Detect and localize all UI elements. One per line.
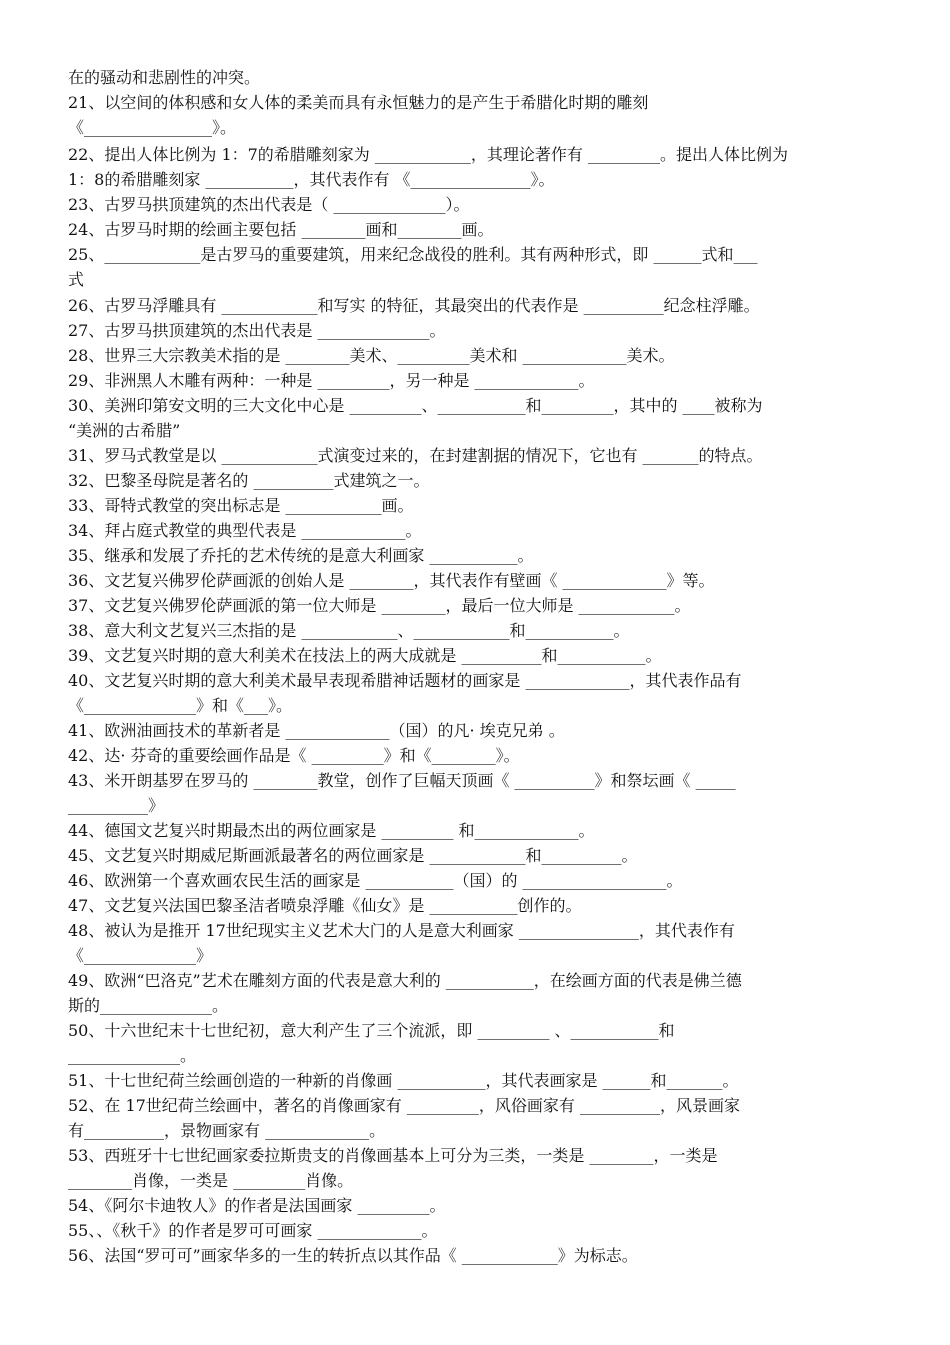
question-29: 29、非洲黑人木雕有两种：一种是 _________，另一种是 _____________。 (68, 371, 595, 390)
question-24: 24、古罗马时期的绘画主要包括 ________画和________画。 (68, 220, 494, 239)
question-56: 56、法国“罗可可”画家华多的一生的转折点以其作品《 ____________》为标志。 (68, 1246, 638, 1265)
question-52-cont: 有__________，景物画家有 _____________。 (68, 1121, 386, 1140)
question-31: 31、罗马式教堂是以 ____________式演变过来的，在封建割据的情况下，它也有 _______的特点。 (68, 446, 763, 465)
question-42: 42、达· 芬奇的重要绘画作品是《 _________》和《________》。 (68, 746, 520, 765)
question-40-cont: 《______________》和《___》。 (68, 696, 293, 715)
question-26: 26、古罗马浮雕具有 ____________和写实 的特征，其最突出的代表作是 __________纪念柱浮雕。 (68, 296, 760, 315)
question-47: 47、文艺复兴法国巴黎圣洁者喷泉浮雕《仙女》是 ___________创作的。 (68, 896, 582, 915)
question-22-cont: 1：8的希腊雕刻家 ___________，其代表作有 《_______________》。 (68, 170, 555, 189)
question-37: 37、文艺复兴佛罗伦萨画派的第一位大师是 ________，最后一位大师是 ____________。 (68, 596, 691, 615)
question-32: 32、巴黎圣母院是著名的 __________式建筑之一。 (68, 471, 430, 490)
question-40: 40、文艺复兴时期的意大利美术最早表现希腊神话题材的画家是 _____________，其代表作品有 (68, 671, 742, 690)
question-28: 28、世界三大宗教美术指的是 ________美术、_________美术和 _____________美术。 (68, 346, 675, 365)
question-53-cont: ________肖像，一类是 _________肖像。 (68, 1171, 354, 1190)
question-38: 38、意大利文艺复兴三杰指的是 ____________、____________和___________。 (68, 621, 630, 640)
question-45: 45、文艺复兴时期威尼斯画派最著名的两位画家是 ____________和__________。 (68, 846, 638, 865)
question-48-cont: 《______________》 (68, 946, 213, 965)
question-44: 44、德国文艺复兴时期最杰出的两位画家是 _________ 和_____________。 (68, 821, 595, 840)
text-line: 在的骚动和悲剧性的冲突。 (68, 68, 261, 87)
question-49-cont: 斯的______________。 (68, 996, 229, 1015)
question-39: 39、文艺复兴时期的意大利美术在技法上的两大成就是 __________和___________。 (68, 646, 662, 665)
question-53: 53、西班牙十七世纪画家委拉斯贵支的肖像画基本上可分为三类，一类是 ________，一类是 (68, 1146, 718, 1165)
question-41: 41、欧洲油画技术的革新者是 _____________（国）的凡· 埃克兄弟 。 (68, 721, 565, 740)
question-36: 36、文艺复兴佛罗伦萨画派的创始人是 ________，其代表作有壁画《 _____________》等。 (68, 571, 715, 590)
question-50: 50、十六世纪末十七世纪初，意大利产生了三个流派，即 _________ 、___________和 (68, 1021, 675, 1040)
question-48: 48、被认为是推开 17世纪现实主义艺术大门的人是意大利画家 _______________，其代表作有 (68, 921, 735, 940)
question-34: 34、拜占庭式教堂的典型代表是 _____________。 (68, 521, 422, 540)
question-25-cont: 式 (68, 270, 85, 289)
question-43: 43、米开朗基罗在罗马的 ________教堂，创作了巨幅天顶画《 __________》和祭坛画《 _____ (68, 771, 736, 790)
question-25: 25、____________是古罗马的重要建筑，用来纪念战役的胜利。其有两种形式，即 ______式和___ (68, 245, 758, 264)
question-55: 55、、《秋千》的作者是罗可可画家 _____________。 (68, 1221, 438, 1240)
question-30-cont: “美洲的古希腊” (68, 421, 181, 440)
question-46: 46、欧洲第一个喜欢画农民生活的画家是 ___________（国）的 __________________。 (68, 871, 683, 890)
question-27: 27、古罗马拱顶建筑的杰出代表是 ______________。 (68, 321, 446, 340)
question-21-cont: 《________________》。 (68, 118, 237, 137)
question-51: 51、十七世纪荷兰绘画创造的一种新的肖像画 ___________，其代表画家是 ______和_______。 (68, 1071, 739, 1090)
question-43-cont: __________》 (68, 796, 165, 815)
question-54: 54、《阿尔卡迪牧人》的作者是法国画家 _________。 (68, 1196, 446, 1215)
question-33: 33、哥特式教堂的突出标志是 ____________画。 (68, 496, 414, 515)
question-22: 22、提出人体比例为 1：7的希腊雕刻家为 ____________，其理论著作有 _________。提出人体比例为 (68, 145, 788, 164)
question-35: 35、继承和发展了乔托的艺术传统的是意大利画家 ___________。 (68, 546, 534, 565)
question-52: 52、在 17世纪荷兰绘画中，著名的肖像画家有 _________，风俗画家有 __________，风景画家 (68, 1096, 740, 1115)
question-50-cont: ______________。 (68, 1046, 197, 1065)
question-21: 21、以空间的体积感和女人体的柔美而具有永恒魅力的是产生于希腊化时期的雕刻 (68, 93, 649, 112)
question-30: 30、美洲印第安文明的三大文化中心是 _________、___________和_________，其中的 ____被称为 (68, 396, 763, 415)
question-49: 49、欧洲“巴洛克”艺术在雕刻方面的代表是意大利的 ___________，在绘画方面的代表是佛兰德 (68, 971, 742, 990)
question-23: 23、古罗马拱顶建筑的杰出代表是（ ______________）。 (68, 195, 470, 214)
